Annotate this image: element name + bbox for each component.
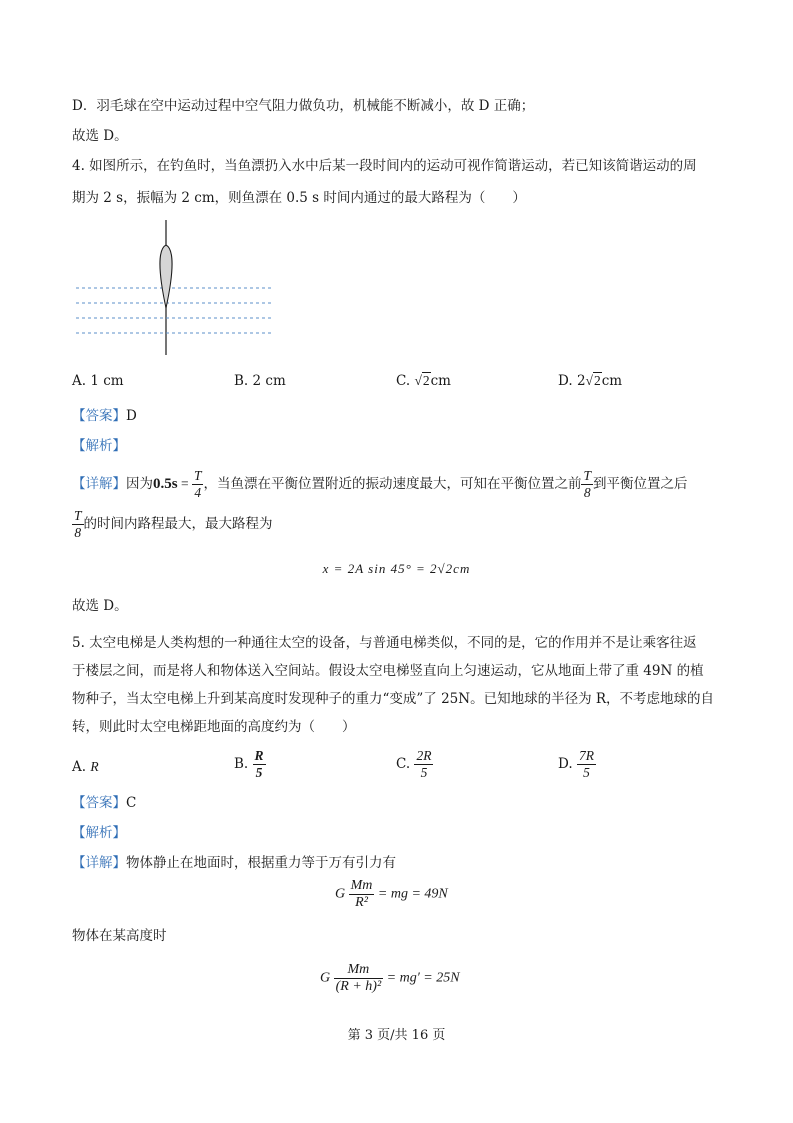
frac-num: R: [254, 748, 264, 763]
prev-choose: 故选 D。: [72, 128, 128, 144]
q5-text-line1: 5. 太空电梯是人类构想的一种通往太空的设备，与普通电梯类似，不同的是，它的作用并不是让乘客往返: [72, 635, 697, 651]
q5-option-d: [558, 744, 596, 784]
analysis-tag: 【解析】: [72, 438, 126, 454]
answer-tag: 【答案】: [72, 795, 126, 811]
frac-den: 8: [581, 484, 593, 501]
q5-detail-line: [72, 853, 396, 873]
eq-g: G: [320, 970, 331, 986]
q4-text-line1: 4. 如图所示，在钓鱼时，当鱼漂扔入水中后某一段时间内的运动可视作简谐运动，若已知该简谐运动的周: [72, 158, 697, 174]
option-label: B.: [234, 373, 249, 389]
frac-num: 2R: [416, 748, 432, 763]
q4-option-a: [72, 371, 124, 391]
fraction-t-over-4: [192, 468, 204, 501]
sqrt-expression: √2: [585, 373, 601, 388]
option-text: R: [90, 759, 99, 774]
detail-text: ，当鱼漂在平衡位置附近的振动速度最大，可知在平衡位置之前: [203, 476, 582, 492]
option-fraction: [253, 748, 266, 781]
frac-num: Mm: [350, 878, 373, 893]
sqrt-expression: √2: [414, 373, 430, 388]
sqrt-radicand: 2: [422, 373, 430, 388]
analysis-tag: 【解析】: [72, 825, 126, 841]
float-bobber: [160, 245, 172, 308]
eq-right: = mg′ = 25N: [386, 970, 460, 986]
page-footer: 第 3 页/共 16 页: [347, 1028, 446, 1043]
detail-text: 到平衡位置之后: [593, 476, 688, 492]
option-text: 1 cm: [90, 373, 124, 389]
q4-option-c: [396, 371, 451, 391]
detail-tag: 【详解】: [72, 476, 126, 492]
detail-text: 的时间内路程最大，最大路程为: [83, 516, 273, 532]
q5-text-line4: 转，则此时太空电梯距地面的高度约为（ ）: [72, 719, 356, 735]
q4-option-d: [558, 371, 622, 391]
frac-den: 5: [253, 764, 266, 781]
frac-den: 8: [72, 524, 84, 541]
fraction-t-over-8: [72, 508, 84, 541]
prev-option-d-explanation: D．羽毛球在空中运动过程中空气阻力做负功，机械能不断减小，故 D 正确；: [72, 98, 535, 114]
detail-tag: 【详解】: [72, 855, 126, 871]
eq-fraction: [349, 878, 375, 911]
sqrt-radicand: 2: [593, 373, 601, 388]
q4-answer: [72, 406, 137, 426]
option-label: C.: [396, 373, 411, 389]
q5-height-text: 物体在某高度时: [72, 928, 167, 944]
frac-den: (R + h)²: [335, 979, 382, 994]
option-label: B.: [234, 756, 249, 772]
option-fraction: [414, 748, 433, 781]
frac-num: T: [193, 468, 202, 483]
q4-detail-line1: 【详解】因为0.5s = $\frac{T}{4}$ ，当鱼漂在平衡位置附近的振动速度最大，可知在平衡位置之前 $\frac{T}{8}$ 到平衡位置之后: [72, 468, 688, 500]
option-label: D.: [558, 756, 573, 772]
q5-option-b: [234, 744, 266, 784]
eq-left: 0.5s: [153, 476, 178, 492]
eq-right: = mg = 49N: [377, 886, 448, 902]
option-fraction: [577, 748, 596, 781]
frac-den: R²: [349, 894, 375, 911]
q5-answer: [72, 793, 136, 813]
eq-g: G: [335, 886, 346, 902]
detail-text: 因为: [126, 476, 153, 492]
detail-text: 物体静止在地面时，根据重力等于万有引力有: [126, 855, 396, 871]
option-unit: cm: [601, 373, 623, 389]
option-unit: cm: [430, 373, 451, 389]
frac-den: 5: [414, 764, 433, 781]
answer-value: C: [126, 795, 137, 811]
q4-choose: 故选 D。: [72, 598, 128, 614]
q5-equation-1: [335, 878, 448, 911]
option-label: C.: [396, 756, 411, 772]
q5-option-a: [72, 757, 99, 777]
q5-text-line3: 物种子，当太空电梯上升到某高度时发现种子的重力“变成”了 25N。已知地球的半径为 R，不考虑地球的自: [72, 691, 715, 707]
fishing-float-figure: [72, 215, 282, 360]
frac-num: T: [583, 468, 591, 483]
q5-text-line2: 于楼层之间，而是将人和物体送入空间站。假设太空电梯竖直向上匀速运动，它从地面上带了重 49N 的植: [72, 663, 704, 679]
fraction-t-over-8: [581, 468, 593, 501]
option-label: D.: [558, 373, 573, 389]
frac-den: 5: [577, 764, 596, 781]
frac-num: T: [74, 508, 82, 523]
water-surface-lines: [76, 288, 274, 333]
option-label: A.: [72, 759, 87, 775]
answer-tag: 【答案】: [72, 408, 126, 424]
answer-value: D: [126, 408, 137, 424]
q4-detail-line2: [72, 506, 273, 542]
frac-den: 4: [192, 484, 204, 501]
q4-formula: x = 2A sin 45° = 2√2cm: [322, 561, 471, 576]
q5-equation-2: [320, 962, 460, 995]
option-text: 2 cm: [252, 373, 286, 389]
q4-analysis-tag: [72, 436, 126, 456]
eq-fraction: [334, 962, 384, 995]
q4-option-b: [234, 371, 286, 391]
frac-num: Mm: [347, 962, 370, 977]
q4-text-line2: 期为 2 s，振幅为 2 cm，则鱼漂在 0.5 s 时间内通过的最大路程为（ ）: [72, 190, 526, 206]
frac-num: 7R: [578, 748, 594, 763]
q5-option-c: [396, 744, 433, 784]
option-coef: 2: [576, 373, 586, 389]
q5-analysis-tag: [72, 823, 126, 843]
option-label: A.: [72, 373, 87, 389]
